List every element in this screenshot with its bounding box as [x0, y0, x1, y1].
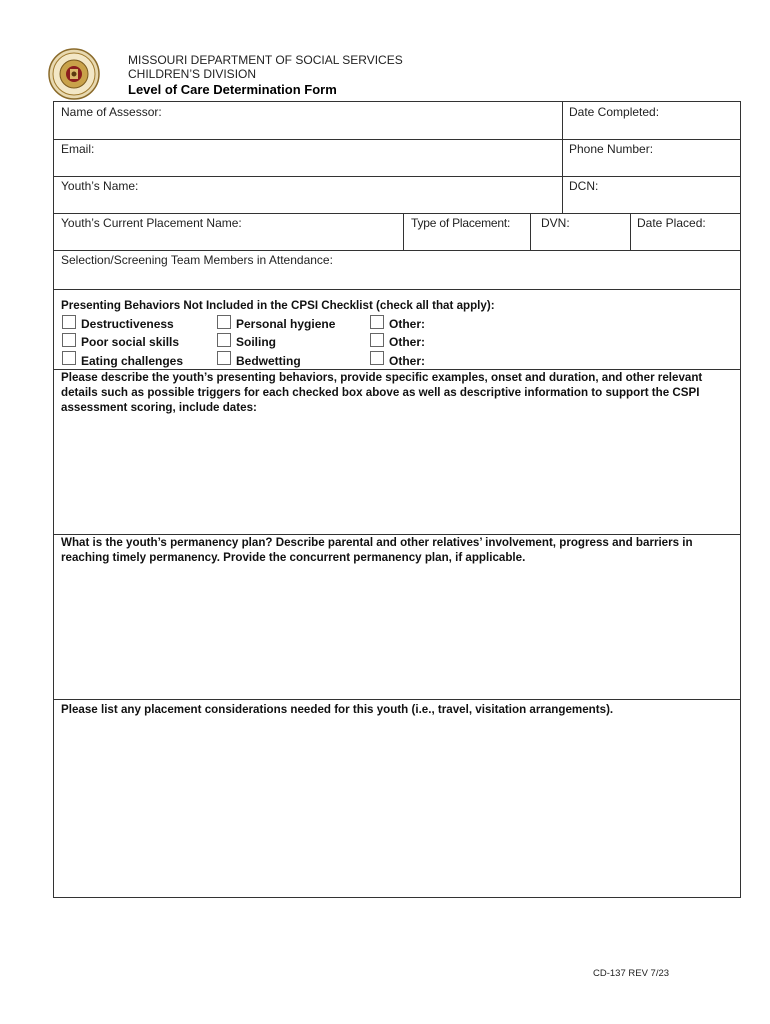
checkbox-label: Other: [389, 317, 425, 331]
dcn-label: DCN: [569, 179, 599, 193]
assessor-name-label: Name of Assessor: [61, 105, 162, 119]
dvn-field[interactable] [531, 214, 630, 250]
youth-name-label: Youth’s Name: [61, 179, 139, 193]
date-completed-label: Date Completed: [569, 105, 660, 119]
checkbox-eating-challenges[interactable] [62, 351, 76, 365]
behaviors-title: Presenting Behaviors Not Included in the CPSI Checklist (check all that apply): [61, 299, 495, 312]
checkbox-destructiveness[interactable] [62, 315, 76, 329]
date-placed-label: Date Placed: [637, 216, 706, 230]
state-seal-icon [48, 48, 100, 100]
checkbox-personal-hygiene[interactable] [217, 315, 231, 329]
permanency-plan-prompt: What is the youth’s permanency plan? Describe parental and other relatives’ involvement, progress and barriers in reaching timely permanency. Provide the concurrent permanency plan, if applicable. [61, 536, 693, 564]
checkbox-label: Other: [389, 354, 425, 368]
phone-number-field[interactable] [563, 140, 741, 176]
email-field[interactable] [54, 140, 562, 176]
placement-name-label: Youth’s Current Placement Name: [61, 216, 242, 230]
team-members-field[interactable] [54, 251, 741, 289]
placement-considerations-prompt: Please list any placement considerations needed for this youth (i.e., travel, visitation arrangements). [61, 703, 614, 716]
form-title: Level of Care Determination Form [128, 82, 337, 97]
date-placed-field[interactable] [631, 214, 741, 250]
describe-behaviors-field[interactable] [54, 370, 741, 534]
division-name: CHILDREN’S DIVISION [128, 67, 257, 81]
checkbox-label: Soiling [236, 335, 276, 349]
form-body [53, 101, 741, 898]
placement-type-label: Type of Placement: [411, 216, 511, 230]
checkbox-label: Bedwetting [236, 354, 301, 368]
checkbox-bedwetting[interactable] [217, 351, 231, 365]
checkbox-poor-social-skills[interactable] [62, 333, 76, 347]
dcn-field[interactable] [563, 177, 741, 213]
form-number: CD-137 REV 7/23 [593, 968, 670, 979]
checkbox-other-2[interactable] [370, 333, 384, 347]
placement-type-field[interactable] [404, 214, 530, 250]
divider [54, 289, 740, 290]
checkbox-label: Personal hygiene [236, 317, 336, 331]
checkbox-other-1[interactable] [370, 315, 384, 329]
placement-name-field[interactable] [54, 214, 403, 250]
department-name: MISSOURI DEPARTMENT OF SOCIAL SERVICES [128, 53, 403, 67]
date-completed-field[interactable] [563, 102, 741, 139]
assessor-name-field[interactable] [54, 102, 562, 139]
describe-behaviors-prompt: Please describe the youth’s presenting behaviors, provide specific examples, onset and duration, and other relevant details such as possible triggers for each checked box above as well as descriptive information to support the CSPI assessment scoring, include dates: [61, 371, 703, 414]
team-members-label: Selection/Screening Team Members in Attendance: [61, 253, 333, 267]
phone-number-label: Phone Number: [569, 142, 654, 156]
checkbox-label: Eating challenges [81, 354, 184, 368]
dvn-label: DVN: [541, 216, 570, 230]
checkbox-label: Poor social skills [81, 335, 180, 349]
checkbox-label: Other: [389, 335, 425, 349]
checkbox-soiling[interactable] [217, 333, 231, 347]
permanency-plan-field[interactable] [54, 535, 741, 699]
checkbox-label: Destructiveness [81, 317, 174, 331]
youth-name-field[interactable] [54, 177, 562, 213]
email-label: Email: [61, 142, 95, 156]
checkbox-other-3[interactable] [370, 351, 384, 365]
placement-considerations-field[interactable] [54, 700, 741, 897]
